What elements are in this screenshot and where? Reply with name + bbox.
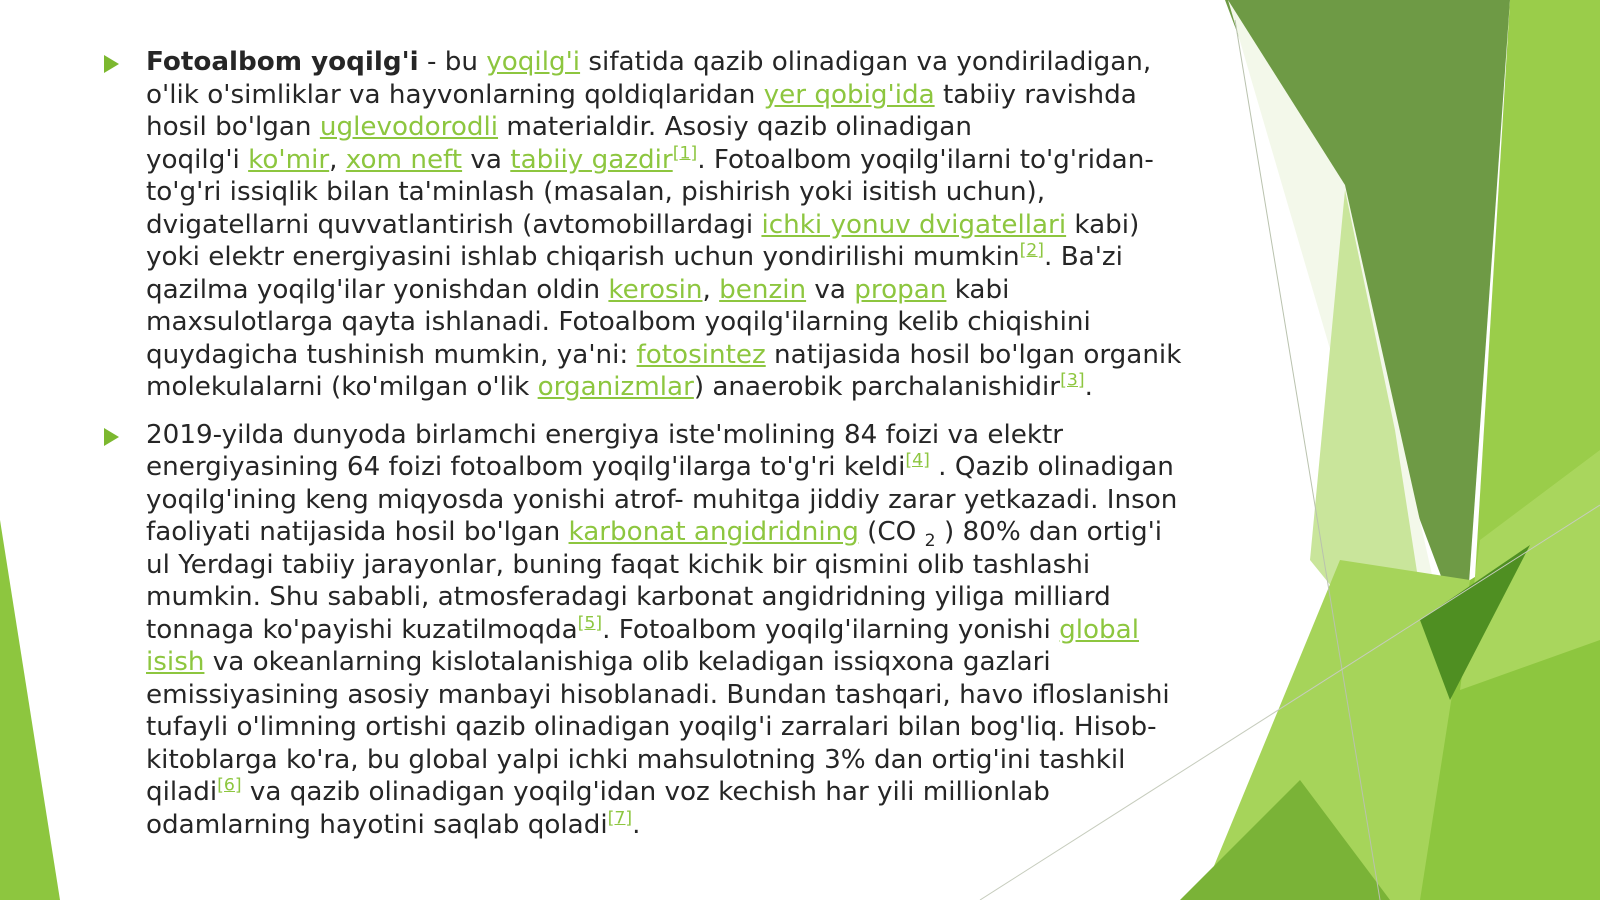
left-green-sliver bbox=[0, 520, 60, 900]
slide-content bbox=[100, 46, 1210, 841]
text: . Qazib olinadigan bbox=[929, 452, 1174, 482]
text: tonnaga ko'payishi kuzatilmoqda bbox=[146, 614, 578, 645]
text: , bbox=[702, 274, 720, 305]
link-yer-qobigida[interactable]: yer qobig'ida bbox=[763, 79, 935, 110]
triangle-right-icon bbox=[104, 428, 119, 446]
ref-link-1[interactable]: [1] bbox=[672, 142, 698, 163]
text-line bbox=[146, 614, 1210, 647]
text: odamlarning hayotini saqlab qoladi bbox=[146, 809, 608, 840]
text: molekulalarni (ko'milgan o'lik bbox=[146, 372, 538, 402]
ref-link-5[interactable]: [5] bbox=[577, 612, 603, 633]
link-organizmlar[interactable]: organizmlar bbox=[537, 372, 694, 402]
text: yoqilg'i bbox=[146, 144, 249, 175]
text-line: ul Yerdagi tabiiy jarayonlar, buning faqat kichik bir qismini olib tashlashi bbox=[146, 549, 1091, 580]
term-title: Fotoalbom yoqilg'i bbox=[146, 47, 419, 77]
text: sifatida qazib olinadigan va yondiriladigan, bbox=[580, 47, 1152, 77]
text-line: yoqilg'ining keng miqyosda yonishi atrof- muhitga jiddiy zarar yetkazadi. Inson bbox=[146, 484, 1178, 515]
link-propan[interactable]: propan bbox=[854, 274, 947, 305]
text-line: tufayli o'limning ortishi qazib olinadigan yoqilg'i zarralari bilan bog'liq. Hisob- bbox=[146, 712, 1157, 742]
text-line bbox=[146, 339, 1210, 372]
ref-link-7[interactable]: [7] bbox=[607, 807, 633, 828]
text: dvigatellarni quvvatlantirish (avtomobillardagi bbox=[146, 209, 762, 240]
text: . bbox=[1084, 372, 1093, 402]
text-line bbox=[146, 809, 1210, 842]
text: . bbox=[632, 809, 641, 840]
text-line: maxsulotlarga qayta ishlanadi. Fotoalbom yoqilg'ilarning kelib chiqishini bbox=[146, 307, 1091, 337]
text: va bbox=[806, 274, 855, 305]
text-line bbox=[146, 451, 1210, 484]
link-yoqilgi[interactable]: yoqilg'i bbox=[486, 47, 581, 77]
text-line: to'g'ri issiqlik bilan ta'minlash (masalan, pishirish yoki isitish uchun), bbox=[146, 177, 1046, 207]
text-line: mumkin. Shu sababli, atmosferadagi karbonat angidridning yiliga milliard bbox=[146, 582, 1111, 612]
text: energiyasining 64 foizi fotoalbom yoqilg'ilarga to'g'ri keldi bbox=[146, 452, 906, 482]
bullet-paragraph-1 bbox=[100, 46, 1210, 404]
text: faoliyati natijasida hosil bo'lgan bbox=[146, 517, 569, 547]
text: kabi bbox=[946, 274, 1010, 305]
link-global-isish[interactable]: global bbox=[1059, 614, 1139, 645]
link-ichki-yonuv-dvigatellari[interactable]: ichki yonuv dvigatellari bbox=[761, 209, 1067, 240]
text: materialdir. Asosiy qazib olinadigan bbox=[498, 112, 972, 142]
text: natijasida hosil bo'lgan organik bbox=[765, 339, 1182, 370]
text-line bbox=[146, 241, 1210, 274]
text-line bbox=[146, 371, 1210, 404]
text: . Fotoalbom yoqilg'ilarning yonishi bbox=[602, 614, 1060, 645]
text: qiladi bbox=[146, 777, 218, 807]
text: va qazib olinadigan yoqilg'idan voz kechish har yili millionlab bbox=[241, 777, 1050, 807]
text-line: kitoblarga ko'ra, bu global yalpi ichki mahsulotning 3% dan ortig'ini tashkil bbox=[146, 744, 1126, 775]
text-line bbox=[146, 79, 1210, 112]
ref-link-6[interactable]: [6] bbox=[217, 775, 242, 796]
text-line bbox=[146, 111, 1210, 144]
text-line: emissiyasining asosiy manbayi hisoblanadi. Bundan tashqari, havo ifloslanishi bbox=[146, 679, 1170, 710]
ref-link-2[interactable]: [2] bbox=[1019, 240, 1045, 261]
text: va bbox=[462, 144, 511, 175]
text: tabiiy ravishda bbox=[934, 79, 1137, 110]
text: qazilma yoqilg'ilar yonishdan oldin bbox=[146, 274, 609, 305]
link-fotosintez[interactable]: fotosintez bbox=[636, 339, 766, 370]
subscript: 2 bbox=[924, 531, 936, 552]
bullet-paragraph-2 bbox=[100, 419, 1210, 842]
triangle-right-icon bbox=[104, 55, 119, 73]
text: quydagicha tushinish mumkin, ya'ni: bbox=[146, 339, 637, 370]
text-line bbox=[146, 516, 1210, 552]
text: kabi) bbox=[1066, 209, 1140, 240]
text-line bbox=[146, 46, 1210, 79]
text: . Ba'zi bbox=[1044, 242, 1123, 272]
link-global-isish-cont[interactable]: isish bbox=[146, 647, 205, 677]
text: , bbox=[329, 144, 346, 175]
link-karbonat-angidridning[interactable]: karbonat angidridning bbox=[568, 517, 859, 547]
text-line bbox=[146, 646, 1210, 679]
text: o'lik o'simliklar va hayvonlarning qoldiqlaridan bbox=[146, 79, 764, 110]
text-line bbox=[146, 274, 1210, 307]
link-benzin[interactable]: benzin bbox=[719, 274, 807, 305]
link-kerosin[interactable]: kerosin bbox=[608, 274, 703, 305]
text: . Fotoalbom yoqilg'ilarni to'g'ridan- bbox=[697, 144, 1154, 175]
text: va okeanlarning kislotalanishiga olib keladigan issiqxona gazlari bbox=[204, 647, 1051, 677]
text-line bbox=[146, 776, 1210, 809]
ref-link-3[interactable]: [3] bbox=[1060, 370, 1085, 391]
text: ) anaerobik parchalanishidir bbox=[693, 372, 1061, 402]
text-line: 2019-yilda dunyoda birlamchi energiya iste'molining 84 foizi va elektr bbox=[146, 419, 1064, 450]
link-xom-neft[interactable]: xom neft bbox=[345, 144, 463, 175]
text: (CO bbox=[858, 517, 925, 547]
link-uglevodorodli[interactable]: uglevodorodli bbox=[319, 112, 499, 142]
link-tabiiy-gazdir[interactable]: tabiiy gazdir bbox=[510, 144, 673, 175]
link-komir[interactable]: ko'mir bbox=[248, 144, 330, 175]
text-line bbox=[146, 144, 1210, 177]
text: ) 80% dan ortig'i bbox=[935, 517, 1163, 547]
text: yoki elektr energiyasini ishlab chiqarish uchun yondirilishi mumkin bbox=[146, 242, 1020, 272]
text: - bu bbox=[418, 47, 487, 77]
text-line bbox=[146, 209, 1210, 242]
text: hosil bo'lgan bbox=[146, 112, 320, 142]
ref-link-4[interactable]: [4] bbox=[905, 450, 930, 471]
